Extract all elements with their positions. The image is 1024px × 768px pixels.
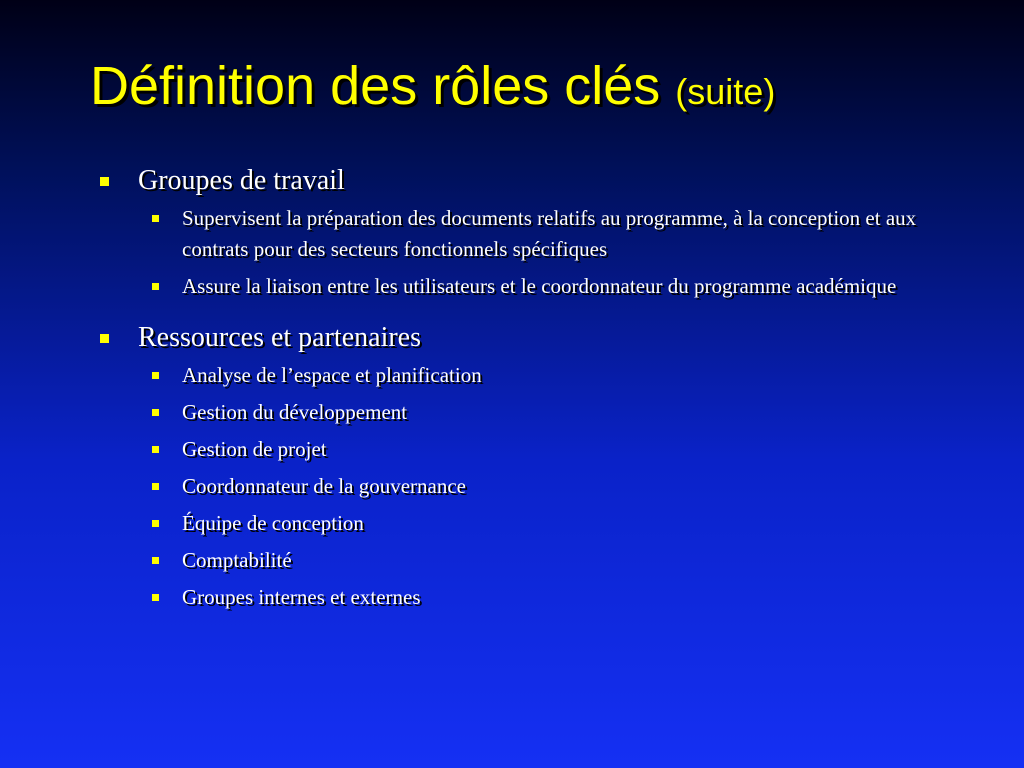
square-bullet-icon (152, 594, 159, 601)
section-heading-text: Ressources et partenaires (138, 322, 421, 353)
list-item (100, 545, 980, 576)
list-item (100, 203, 980, 265)
section-heading (100, 163, 980, 199)
list-item-text: Analyse de l’espace et planification (182, 363, 482, 387)
square-bullet-icon (100, 334, 109, 343)
section-groupes-de-travail (100, 163, 980, 302)
list-item-text: Assure la liaison entre les utilisateurs et le coordonnateur du programme académique (182, 274, 897, 298)
list-item-text: Coordonnateur de la gouvernance (182, 474, 466, 498)
title-main: Définition des rôles clés (90, 56, 661, 116)
list-item-text: Comptabilité (182, 548, 292, 572)
square-bullet-icon (152, 409, 159, 416)
section-ressources-et-partenaires (100, 320, 980, 613)
square-bullet-icon (152, 215, 159, 222)
title-suffix: (suite) (675, 71, 776, 112)
list-item (100, 508, 980, 539)
slide-content (100, 163, 980, 631)
list-item (100, 397, 980, 428)
list-item (100, 360, 980, 391)
section-heading (100, 320, 980, 356)
sub-bullet-list (100, 203, 980, 302)
square-bullet-icon (152, 520, 159, 527)
list-item (100, 471, 980, 502)
list-item-text: Gestion du développement (182, 400, 408, 424)
list-item (100, 582, 980, 613)
section-heading-text: Groupes de travail (138, 165, 345, 196)
slide-title (90, 55, 775, 117)
square-bullet-icon (152, 283, 159, 290)
list-item-text: Équipe de conception (182, 511, 364, 535)
square-bullet-icon (152, 446, 159, 453)
list-item-text: Groupes internes et externes (182, 585, 421, 609)
list-item (100, 434, 980, 465)
list-item-text: Gestion de projet (182, 437, 327, 461)
sub-bullet-list (100, 360, 980, 613)
square-bullet-icon (152, 557, 159, 564)
list-item-text: Supervisent la préparation des documents relatifs au programme, à la conception et aux contrats pour des secteurs fonctionnels spécifiques (182, 206, 917, 261)
square-bullet-icon (100, 177, 109, 186)
list-item (100, 271, 980, 302)
square-bullet-icon (152, 372, 159, 379)
square-bullet-icon (152, 483, 159, 490)
